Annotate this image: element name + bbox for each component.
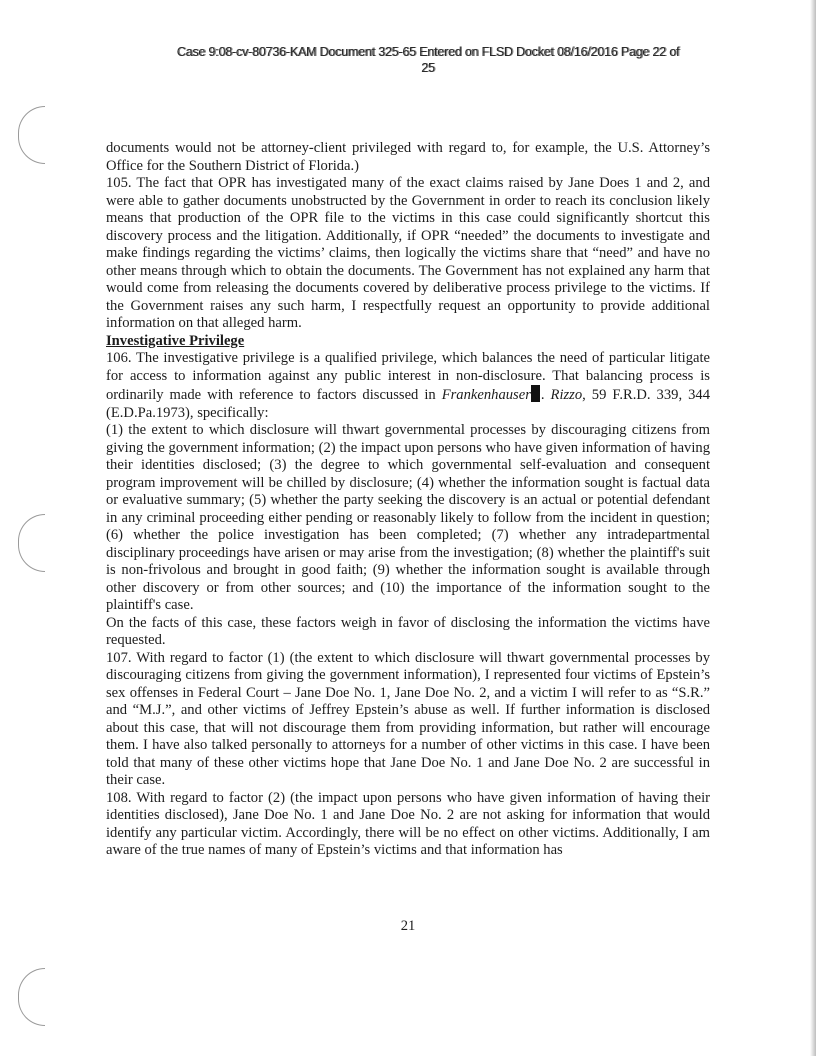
case-name-frankenhauser: Frankenhauser [441, 387, 531, 403]
paragraph-106 [106, 350, 710, 422]
section-heading: Investigative Privilege [106, 332, 245, 349]
paragraph-106-text-b: . [540, 387, 551, 403]
redaction-block [531, 385, 540, 402]
court-filing-header [60, 44, 796, 76]
punch-hole-mark [18, 106, 45, 164]
paragraph-106-text-c: , 59 F.R.D. 339, 344 (E.D.Pa.1973), specifically: [106, 387, 710, 421]
header-line-1: Case 9:08-cv-80736-KAM Document 325-65 Entered on FLSD Docket 08/16/2016 Page 22 of [176, 45, 680, 59]
header-line-2: 25 [421, 61, 435, 75]
paragraph-107: 107. With regard to factor (1) (the extent to which disclosure will thwart governmental processes by discouraging citizens from giving the government information), I represented four victims of Epstein’s sex offenses in Federal Court – Jane Doe No. 1, Jane Doe No. 2, and a victim I will refer to as “S.R.” and “M.J.”, and other victims of Jeffrey Epstein’s abuse as well. If further information is disclosed about this case, that will not discourage them from providing information, but rather will encourage them. I have also talked personally to attorneys for a number of other victims in this case. I have been told that many of these other victims hope that Jane Doe No. 1 and Jane Doe No. 2 are successful in their case. [106, 649, 710, 788]
paragraph-intro: documents would not be attorney-client privileged with regard to, for example, the U.S. Attorney’s Office for the Southern District of Florida.) [106, 140, 710, 174]
punch-hole-mark [18, 968, 45, 1026]
paragraph-108: 108. With regard to factor (2) (the impact upon persons who have given information of having their identities disclosed), Jane Doe No. 1 and Jane Doe No. 2 are not asking for information that would identify any particular victim. Accordingly, there will be no effect on other victims. Additionally, I am aware of the true names of many of Epstein’s victims and that information has [106, 789, 710, 858]
paragraph-105: 105. The fact that OPR has investigated many of the exact claims raised by Jane Does 1 and 2, and were able to gather documents unobstructed by the Government in order to reach its conclusion likely means that production of the OPR file to the victims in this case could significantly shortcut this discovery process and the litigation. Additionally, if OPR “needed” the documents to investigate and make findings regarding the victims’ claims, then logically the victims share that “need” and have no other means through which to obtain the documents. The Government has not explained any harm that would come from releasing the documents covered by deliberative process privilege to the victims. If the Government raises any such harm, I respectfully request an opportunity to provide additional information on that alleged harm. [106, 175, 710, 331]
page-number: 21 [400, 918, 416, 934]
page-edge-shadow [810, 0, 816, 1056]
block-quote-factors: (1) the extent to which disclosure will thwart governmental processes by discouraging citizens from giving the government information; (2) the impact upon persons who have given information of having their identities disclosed; (3) the degree to which governmental self-evaluation and consequent program improvement will be chilled by disclosure; (4) whether the information sought is factual data or evaluative summary; (5) whether the party seeking the discovery is an actual or potential defendant in any criminal proceeding either pending or reasonably likely to follow from the incident in question; (6) whether the police investigation has been completed; (7) whether any intradepartmental disciplinary proceedings have arisen or may arise from the investigation; (8) whether the plaintiff's suit is non-frivolous and brought in good faith; (9) whether the information sought is available through other discovery or from other sources; and (10) the importance of the information sought to the plaintiff's case. [106, 422, 710, 613]
paragraph-facts: On the facts of this case, these factors weigh in favor of disclosing the information the victims have requested. [106, 614, 710, 648]
paragraph-106-text-a: 106. The investigative privilege is a qualified privilege, which balances the need of particular litigate for access to information against any public interest in non-disclosure. That balancing process is ordinarily made with reference to factors discussed in [106, 350, 710, 403]
case-name-rizzo: Rizzo [550, 387, 583, 403]
punch-hole-mark [18, 514, 45, 572]
document-body [106, 140, 710, 860]
